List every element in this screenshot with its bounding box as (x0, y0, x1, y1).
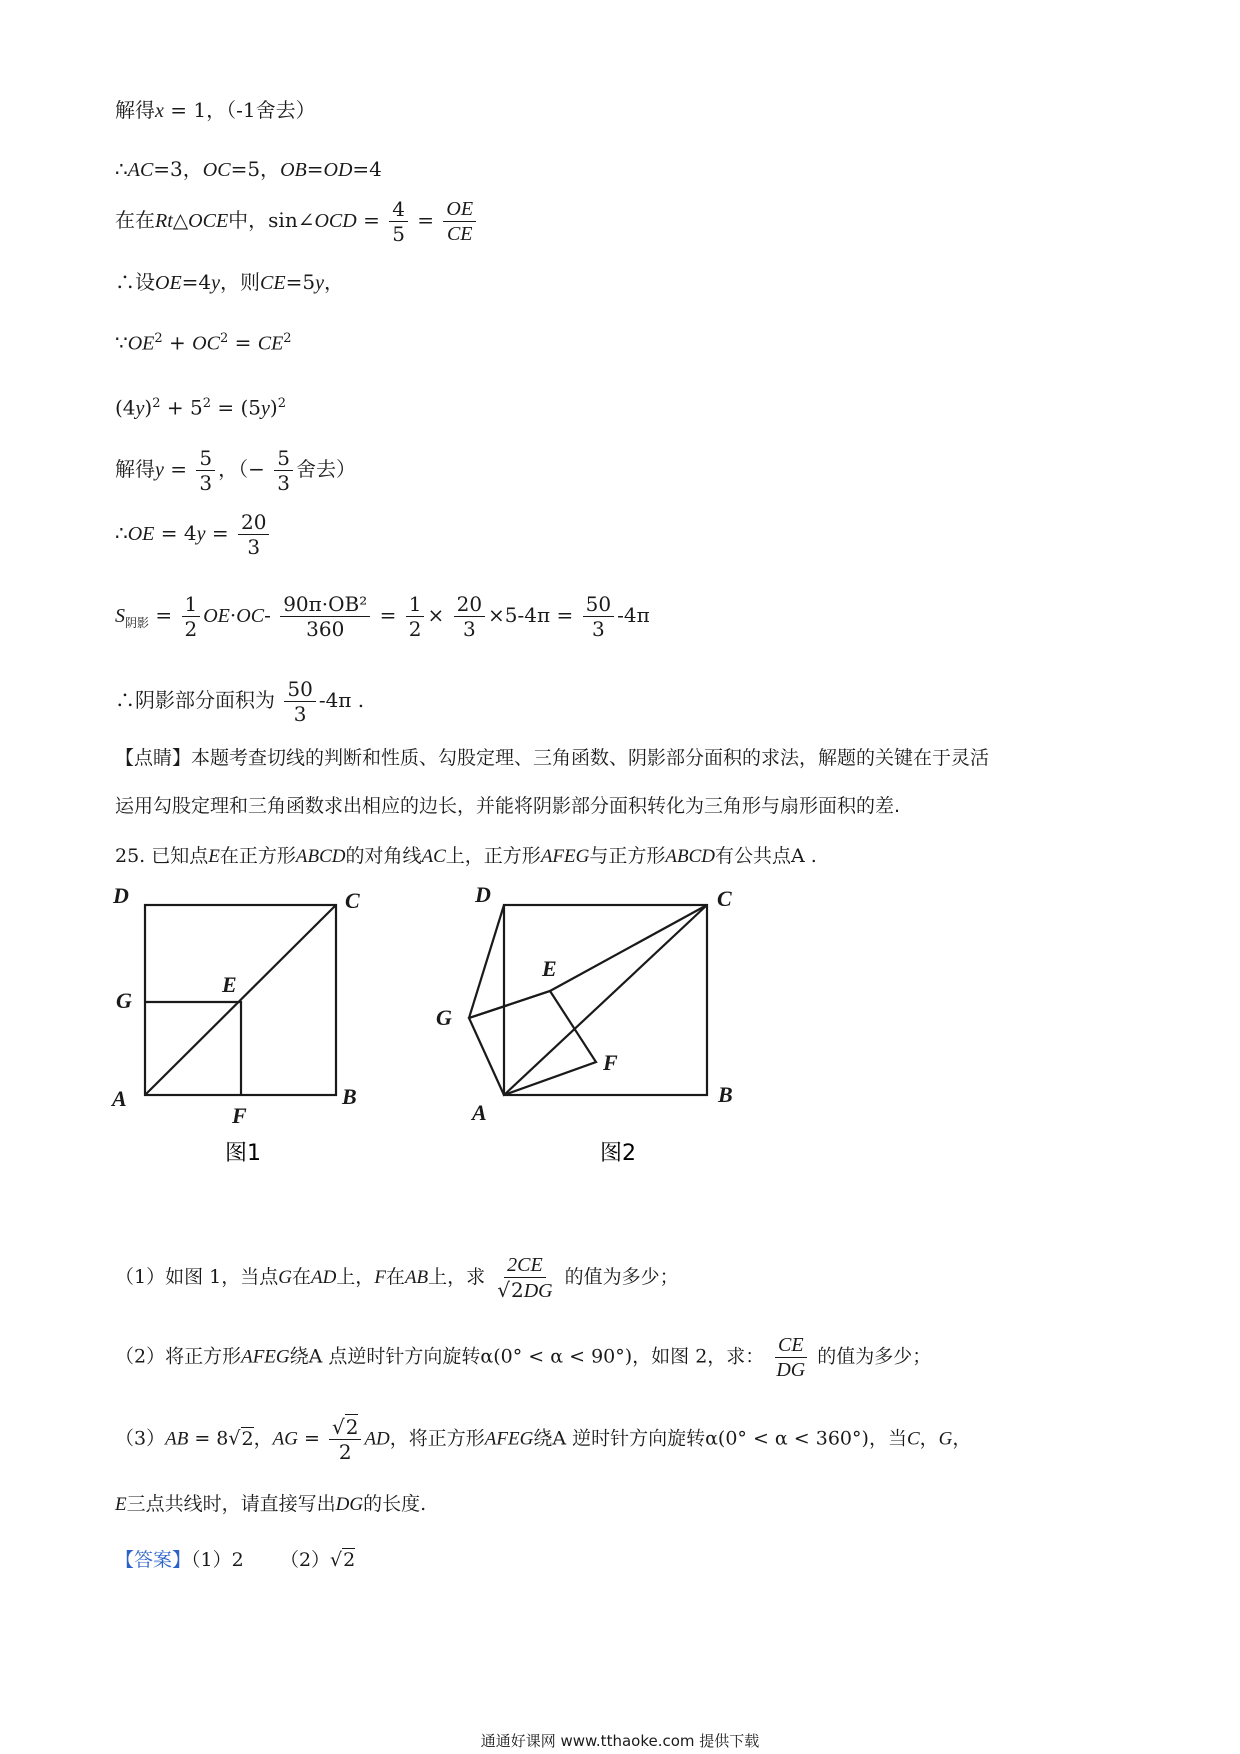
question-3: （3）AB = 8√2，AG = $\frac{√2}{2}$ AD，将正方形AFEG绕A 逆时针方向旋转α(0° < α < 360°)，当C，G， (115, 1415, 972, 1464)
fraction: $\frac{1}{2}$ (406, 592, 425, 641)
label-b-2: B (718, 1082, 733, 1107)
fraction: $\frac{OE}{CE}$ (443, 197, 476, 246)
segment-dg (469, 905, 504, 1018)
fraction: $\frac{4}{5}$ (389, 197, 408, 246)
fraction: $\frac{20}{3}$ (454, 592, 485, 641)
label-d-2: D (475, 882, 491, 907)
solution-line-4: ∴设OE=4y，则CE=5y， (115, 270, 344, 294)
label-a-2: A (472, 1100, 487, 1125)
caption-fig2: 图2 (600, 1141, 636, 1166)
fraction: $\frac{50}{3}$ (284, 677, 315, 726)
label-c: C (345, 888, 360, 913)
figure-1 (145, 905, 336, 1095)
solution-line-9: $S_{阴影}$ = $\frac{1}{2}$ OE·OC- $\frac{\text{90π·OB²}}{360}$ = $\frac{1}{2}$ × $\frac{20}{3}$ ×5-4π = $\frac{50}{3}$ -4π (115, 592, 650, 641)
figures (0, 880, 1240, 1200)
solution-line-5: $\because OE^2 + OC^2 = CE^2$ (115, 330, 292, 355)
solution-line-8: ∴OE = 4y = $\frac{20}{3}$ (115, 510, 272, 559)
label-a: A (112, 1086, 127, 1111)
question-1: （1）如图 1，当点G在AD上，F在AB上，求 $\frac{2CE}{√2DG}$ 的值为多少； (115, 1254, 679, 1302)
solution-line-7: 解得y = $\frac{5}{3}$ ，（− $\frac{5}{3}$ 舍去） (115, 446, 356, 495)
caption-fig1: 图1 (225, 1141, 261, 1166)
problem-stem: 25. 已知点E在正方形ABCD的对角线AC上，正方形AFEG与正方形ABCD有公共点A . (115, 845, 817, 867)
label-d: D (113, 883, 129, 908)
figure-2 (469, 905, 707, 1095)
square-afeg-2 (469, 991, 596, 1095)
label-b: B (342, 1084, 357, 1109)
label-f: F (232, 1103, 247, 1128)
fraction: $\frac{\text{90π·OB²}}{360}$ (280, 592, 370, 641)
solution-line-3: 在在Rt△OCE中，sin∠OCD = $\frac{4}{5}$ = $\frac{OE}{CE}$ (115, 197, 479, 246)
fraction: $\frac{20}{3}$ (238, 510, 269, 559)
footer: 通通好课网 www.tthaoke.com 提供下载 (480, 1732, 760, 1750)
question-3-continued: E三点共线时，请直接写出DG的长度. (115, 1493, 427, 1515)
fraction: $\frac{1}{2}$ (182, 592, 201, 641)
answer-line: 【答案】（1）2 （2）√2 (115, 1549, 356, 1571)
fraction: $\frac{√2}{2}$ (329, 1415, 361, 1464)
fraction: $\frac{5}{3}$ (274, 446, 293, 495)
comment-line-2: 运用勾股定理和三角函数求出相应的边长，并能将阴影部分面积转化为三角形与扇形面积的差. (115, 795, 901, 817)
fraction: $\frac{CE}{DG}$ (776, 1334, 806, 1381)
fraction: $\frac{5}{3}$ (196, 446, 215, 495)
comment-line-1: 【点睛】本题考查切线的判断和性质、勾股定理、三角函数、阴影部分面积的求法，解题的关键在于灵活 (115, 747, 990, 769)
label-c-2: C (717, 886, 732, 911)
solution-line-6: $(4y)^2 + 5^2 = (5y)^2$ (115, 395, 286, 420)
label-e: E (222, 972, 237, 997)
question-2: （2）将正方形AFEG绕A 点逆时针方向旋转α(0° < α < 90°)，如图 2，求： $\frac{CE}{DG}$ 的值为多少； (115, 1334, 932, 1381)
label-g: G (116, 988, 132, 1013)
label-e-2: E (542, 956, 557, 981)
solution-line-1: 解得x = 1，（-1舍去） (115, 98, 316, 122)
label-f-2: F (603, 1050, 618, 1075)
solution-line-2: ∴AC=3，OC=5，OB=OD=4 (115, 157, 382, 181)
solution-line-10: ∴阴影部分面积为 $\frac{50}{3}$ -4π . (115, 677, 365, 726)
fraction: $\frac{50}{3}$ (583, 592, 614, 641)
answer-tag: 【答案】 (115, 1549, 192, 1571)
fraction: $\frac{2CE}{√2DG}$ (497, 1254, 553, 1302)
label-g-2: G (436, 1005, 452, 1030)
